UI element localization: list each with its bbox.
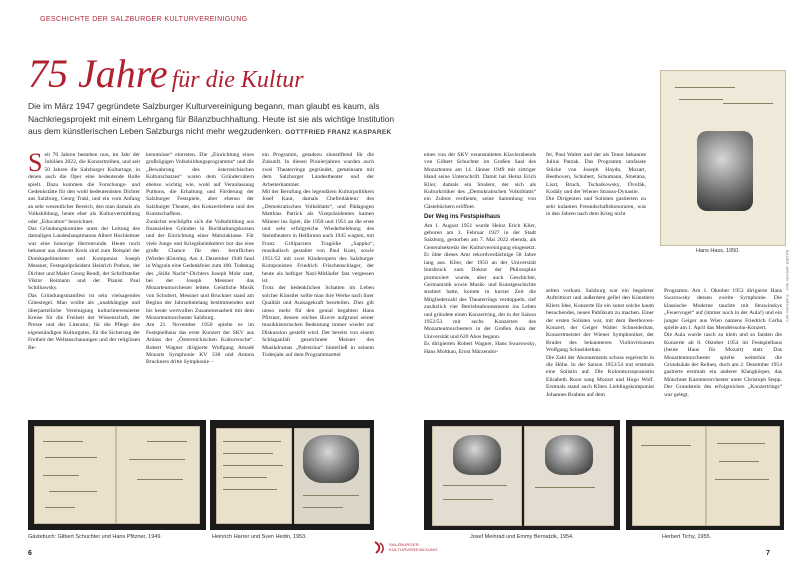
paragraph: Trotz der bedenklichen Schatten im Leben solcher Künstler sollte man ihre Werke nach ihrer Qualität und Aussagekraft beurteilen. Dies gilt umso mehr für den genial begabten Hans Pfitzner, dessen reiches Œuvre aufgrund seiner musikhistorischen Bedeutung immer wieder zur Diskussion gestellt wird. Der bereits von einem Schlaganfall gezeichnete Meister des Musikdramas „Palestrina“ hinterließ in seinem Todesjahr auf dem Programmzettel <box>262 285 374 358</box>
guestbook-page-right <box>116 426 200 524</box>
paragraph: Die Aula wurde rasch zu klein und so fanden die Konzerte ab 8. Oktober 1954 im Festspielhaus (heute Haus für Mozart) statt. Das Mozarteumorchester spielte weiterhin die Grundsäule der Reihen, doch am 2. Dezember 1954 gastierte erstmals ein anderer Klangkörper, das Münchner Kammerorchester unter Christoph Stepp. Der Grundstein des erfolgreichen „Konzertrings“ war gelegt. <box>664 332 782 398</box>
paragraph: Am 21. November 1950 spielte es im Festspielhaus das erste Konzert der SKV aus Anlass der „Österreichischen Kulturwoche“. Robert Wagner dirigierte Wolfgang Amadé Mozarts Symphonie KV 338 und Antons Bruckners dritte Symphonie – <box>146 322 254 366</box>
tichy-caption: Herbert Tichy, 1955. <box>662 534 712 540</box>
article-column-5 <box>546 152 646 294</box>
logo-mark-icon <box>372 540 386 554</box>
subheading: Der Weg ins Festspielhaus <box>424 214 501 221</box>
logo-text <box>389 542 438 552</box>
article-column-6 <box>546 288 654 418</box>
meinrad-bernatzik-caption: Josef Meinrad und Emmy Bernatzik, 1954. <box>470 534 574 540</box>
paragraph: ein Programm, getadezu sinnstiftend für die Zukunft. In diesen Pionierjahren wurden auch zwei Theaterringe gegründet, gemeinsam mit dem Salzburger Landestheater und der Arbeiterkammer. <box>262 152 374 188</box>
page-number-left: 6 <box>28 550 32 557</box>
guestbook-page-left <box>34 426 116 524</box>
harrer-hedin-photo <box>210 420 374 530</box>
meinrad-bernatzik-photo <box>424 420 620 530</box>
tichy-photo <box>626 420 784 530</box>
paragraph: Das Gründungsmanifest ist sein vielsagendes Gütesiegel. Man wollte als „unabhängige und überparteiliche Vereinigung kulturinteressierter Kreise für die Freiheit der Wissenschaft, der Presse und der Literatur, für die Pflege des eigenständigen Kulturgutes, für die Sicherung der Freiheit der Weltanschauungen und der religiösen Be- <box>28 292 140 351</box>
article-column-3 <box>262 152 374 418</box>
page-number-right: 7 <box>766 550 770 557</box>
paragraph: Mit der Berufung des legendären Kulturpolitikers Josef Kaut, damals Chefredakteur des „Demokratischen Volksblatts“, und Pädagogen Matthias Partick als Vizepräsidenten kamen Männer ins Spiel, die 1950 und 1951 an die erste und sehr erfolgreiche Wiederbelebung des Steintheaters in Hellbrunn nach 1945 wagten, mit Franz Grillparzers Tragödie „Sappho“, musikalisch gestaltet von Paul Kont, sowie 1951/52 mit zwei Kinderopern des Salzburger Komponisten Friedrich Frischenschlager, der heute als heftiger Nazi-Mitläufer fast vergessen ist. <box>262 189 374 284</box>
article-column-7 <box>664 288 782 418</box>
autograph-page <box>216 428 292 524</box>
paragraph: eines von der SKV veranstalteten Klavierabends von Gilbert Schuchter im Großen Saal des Mozarteums am 14. Jänner 1949 mit zittriger Hand seine Unterschrift. Damit hat Heinz Erich Klier, damals ein Student, der sich als Kulturkritiker des „Demokratischen Volksblatts“ ein Zubrot verdiente, seine Sammlung von Gästebüchern eröffnet. <box>424 152 536 210</box>
portrait-image <box>303 435 359 483</box>
photo-page-left <box>432 426 522 526</box>
article-column-2 <box>146 152 254 418</box>
paragraph: Die Dirigenten und Solisten gastierten zu sehr kulanten Freundschaftshonoraren, was in den Jahren nach dem Krieg nicht <box>546 196 646 218</box>
guestbook-caption: Gästebuch: Gilbert Schuchter und Hans Pfitzner, 1949. <box>28 534 162 540</box>
paragraph: selten vorkam. Salzburg war ein begehrter Auftrittsort und außerdem gefiel den Künstlern Kliers Idee, Konzerte für ein sonst solche kaum besuchendes, neues Publikum zu machen. Einer der ersten Solisten war, mit dem Beethoven-Konzert, der Geiger Walter Schneiderhan, Konzertmeister der Wiener Symphoniker, der Bruder des bekannteren Violinvirtuosen Wolfgang Schneiderhan. <box>546 288 654 354</box>
hans-hass-guestbook <box>660 70 786 246</box>
harrer-hedin-caption: Heinrich Harrer und Sven Hedin, 1953. <box>212 534 307 540</box>
portrait-bernatzik <box>545 435 593 475</box>
paragraph: Es dirigierten Robert Wagner, Hans Swarowsky, Hans Moltkau, Ernst Märzendor- <box>424 341 536 355</box>
author-name: GOTTFRIED FRANZ KASPAREK <box>285 129 392 136</box>
tichy-page-right <box>706 426 780 526</box>
hans-hass-portrait <box>697 131 753 211</box>
drop-cap: S <box>28 152 43 177</box>
title-main: 75 Jahre <box>28 51 168 96</box>
hans-hass-caption: Hans Hass, 1950. <box>696 248 740 254</box>
article-column-4 <box>424 152 536 418</box>
logo-line-1: SALZBURGER <box>389 542 420 547</box>
article-column-1 <box>28 152 140 418</box>
paragraph: Die Zahl der Abonnements schoss regelrecht in die Höhe. In der Saison 1953/54 trat erstmals eine Solistin auf. Die Koloratursopranistin Elisabeth Roon sang Mozart und Hugo Wolf. Erstmals stand auch Kliers Lieblingskomponist Johannes Brahms auf dem <box>546 354 654 398</box>
skv-logo <box>372 540 438 554</box>
section-kicker: GESCHICHTE DER SALZBURGER KULTURVEREINIGUNG <box>40 16 248 23</box>
paragraph: Zunächst erschöpfte sich die Volksbildung aus finanziellen Gründen in Buchhaltungskursen und der Einrichtung einer Maturaklasse. Für viele Junge und Kriegsheimkehrer bot das eine große Chance für den beruflichen (Wieder-)Einstieg. Am 4. Dezember 1948 fand in Wagrain eine Gedenkfeier zum 100. Todestag des „Stille Nacht“-Dichters Joseph Mohr statt, bei der Joseph Messner das Mozarteumorchester leitete. Geistliche Musik von Schubert, Messner und Bruckner stand am Beginn der Jahrzehntelang bestimmenden und bis heute wertvollen Zusammenarbeit mit dem Mozarteumorchester Salzburg. <box>146 218 254 321</box>
tichy-page-left <box>632 426 706 526</box>
title-sub: für die Kultur <box>171 67 304 93</box>
paragraph: fer, Paul Walter und der als Tenor bekannte Julius Patzak. Das Programm umfasste Stücke von Joseph Haydn, Mozart, Beethoven, Schubert, Schumann, Smetana, Liszt, Bruch, Tschaikowsky, Dvořák, Kodály und der Wiener Strauss-Dynastie. <box>546 152 646 196</box>
paragraph: eit 70 Jahren bestehen nun, im Jahr der Jubiläen 2022, die Konzertreihen, und seit 50 Jahren die Salzburger Kulturtage, in denen auch die Oper eine bedeutende Rolle spielt. Dazu kommen die Forschungs- und Gedenkstätte für den wohl bedeutendsten Dichter aus Salzburg, Georg Trakl, und ein vom Anfang an sehr wesentlicher Bereich, den man damals als Volksbildung, heute eher als Kulturvermittlung oder „Education“ bezeichnet. <box>28 152 140 225</box>
photo-page <box>294 428 370 524</box>
photo-credit: BILDER: ARCHIV SKV · © ARCHIV SKV <box>785 250 790 323</box>
logo-line-2: KULTURVEREINIGUNG <box>389 547 438 552</box>
paragraph: Am 1. August 1951 wurde Heinz Erich Klier, geboren am 3. Februar 1927 in der Stadt Salzburg, gestorben am 7. Mai 2022 ebenda, als Generalsekretär der Kulturvereinigung eingesetzt. Er übte dieses Amt rekordverdächtige 58 Jahre lang aus. Klier, der 1950 an der Universität Innsbruck zum Doktor der Philosophie promoviert wurde, aber auch Geschichte, Germanistik sowie Musik- und Kunstgeschichte studiert hatte, konnte in kurzer Zeit die Mitgliederzahl des Theaterrings verdoppeln, rief zusätzlich vier Betriebsabonnements ins Leben und gründete einen Konzertring, der in der Saison 1952/53 mit sechs Konzerten des Mozarteumorchesters in der Großen Aula der Universität und 620 Abos begann. <box>424 222 536 340</box>
portrait-meinrad <box>453 435 501 475</box>
page-title <box>28 50 304 97</box>
paragraph: Das Gründungskomitee unter der Leitung des damaligen Landeshauptmanns Albert Hochleitner war eine honorige Herrenrunde. Heute noch bekannt aus diesem Kreis sind zum Beispiel der Domkapellmeister und Komponist Joseph Messner, Festspielpräsident Heinrich Puthon, der Dichter und Maler Georg Rendl, der Schriftsteller Viktor Reimann und der Pianist Paul Schilhawsky. <box>28 226 140 292</box>
paragraph: Programm. Am 1. Oktober 1953 dirigierte Hans Swarowsky dessen zweite Symphonie. Die klassische Moderne tauchte mit Strawinskys „Feuervogel“ auf (immer noch in der Aula!) und ein junger Geiger aus Wien namens Friedrich Cerha spielte am 1. April das Mendelssohn-Konzert. <box>664 288 782 332</box>
intro-body: Die im März 1947 gegründete Salzburger Kulturvereinigung begann, man glaubt es kaum, als Nachkriegsprojekt mit einem Lehrgang für Bilanzbuchhaltung. Heute ist sie als wichtige Institution aus dem künstlerischen Leben Salzburgs nicht mehr wegzudenken. <box>28 101 395 136</box>
intro-text <box>28 100 398 140</box>
photo-page-right <box>524 426 614 526</box>
paragraph: kenntnisse“ eintreten. Die „Einrichtung eines großzügigen Volksbildungsprogramms“ und die „Bewahrung des österreichischen Kulturschatzes“ waren dem Gründervätern ebenso wichtig wie, wohl auf Veranlassung Puthons, die Erhaltung und Förderung der Salzburger Festspiele, aber ebenso der Salzburger Theater, des Konzertlebens und des Kunstschaffens. <box>146 152 254 218</box>
guestbook-photo <box>28 420 206 530</box>
